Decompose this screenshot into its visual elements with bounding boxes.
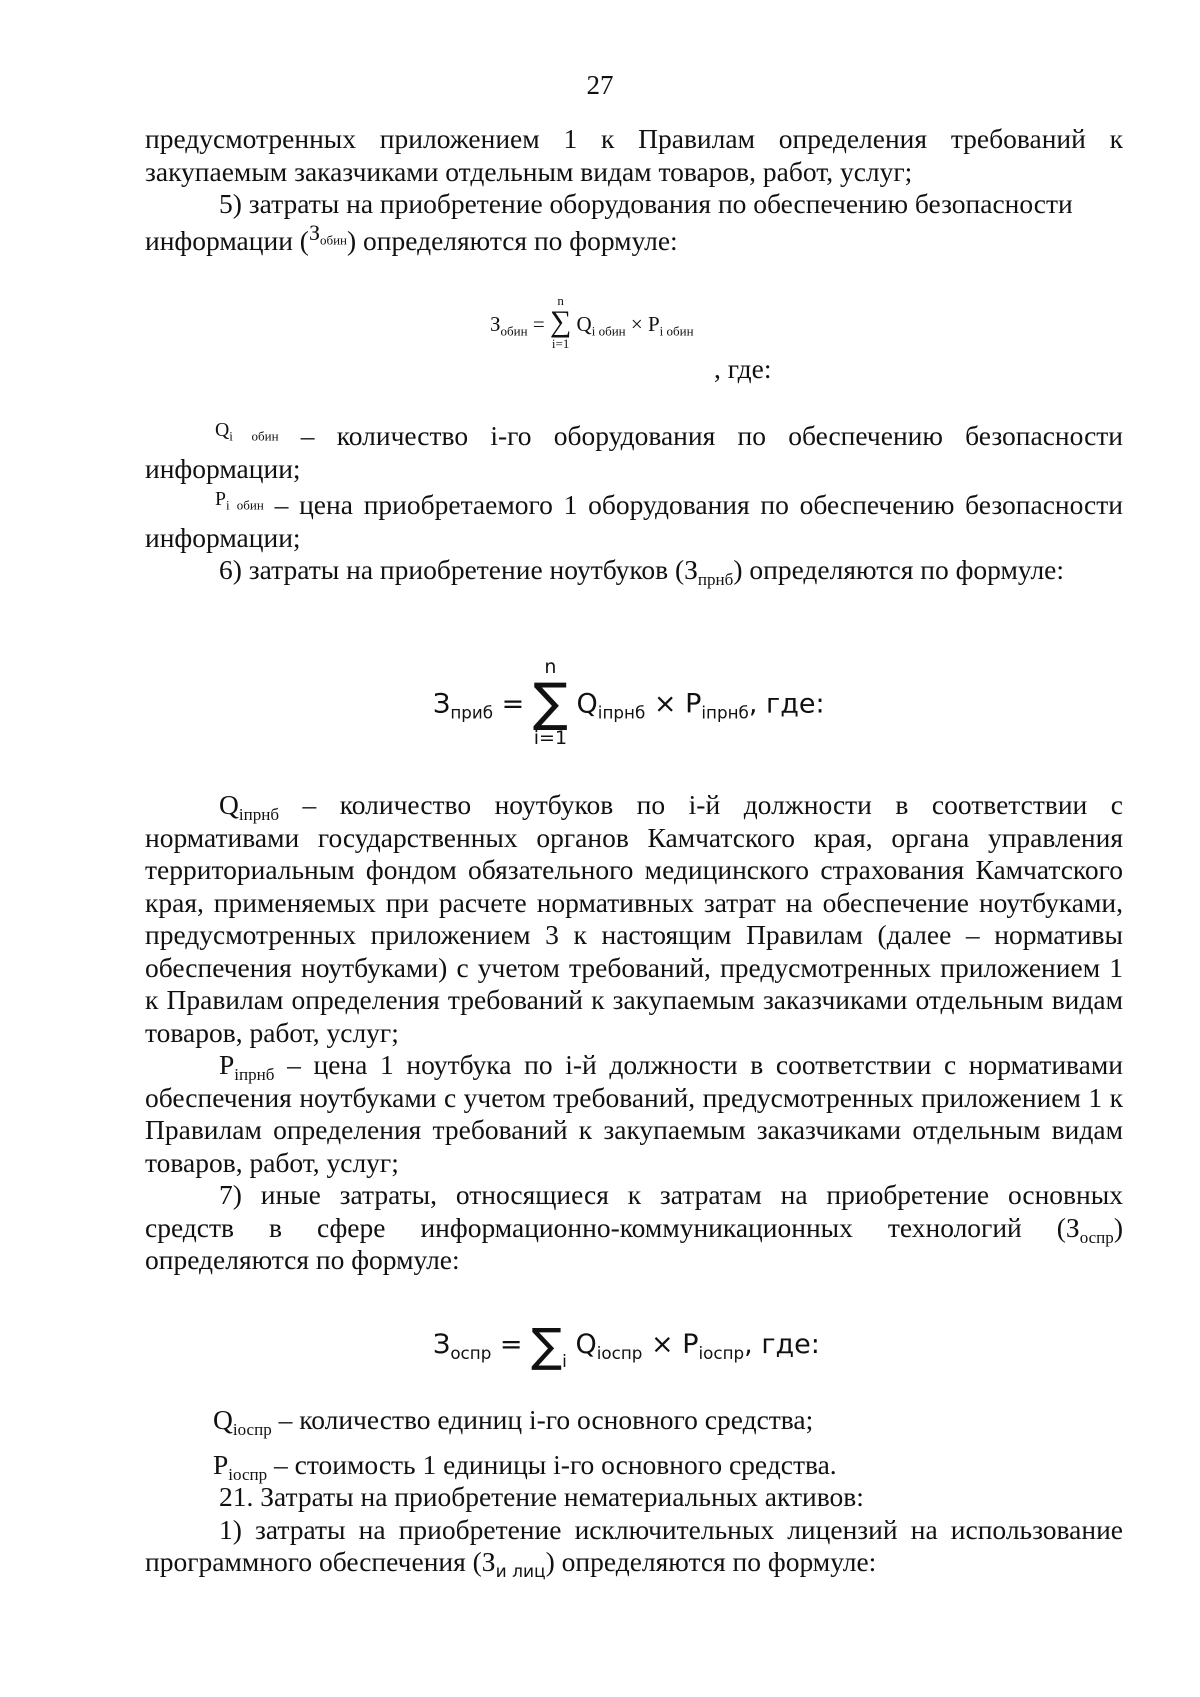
paragraph-item-5-line1: 5) затраты на приобретение оборудования по обеспечению безопасности	[219, 188, 1073, 219]
paragraph-21-item-1: 1) затраты на приобретение исключительных лицензий на использование программного обеспечения $(З_{и лиц})$ определяются по формуле:	[145, 1513, 1123, 1582]
paragraph-item-5-line2: информации ($^{З_{обин}}$) определяются по формуле:	[145, 219, 678, 256]
text-block-4	[145, 1404, 1123, 1582]
definition-q-obin: $^{Q_{i обин}}$ – количество i-го оборудования по обеспечению безопасности информации;	[145, 419, 1124, 484]
summation-sign: n ∑ i=1	[549, 293, 572, 351]
paragraph-continuation: предусмотренных приложением 1 к Правилам определения требований к закупаемым заказчиками отдельным видам товаров, работ, услуг;	[145, 123, 1123, 187]
page-number: 27	[586, 70, 614, 100]
text-block-3	[145, 789, 1123, 1277]
formula-2: $З_{приб}$ = n ∑ i=1 $Q_{iпрнб} \times P_{iпрнб}$, где:	[433, 656, 825, 749]
text-block-2	[145, 420, 1123, 587]
paragraph-item-7: 7) иные затраты, относящиеся к затратам на приобретение основных средств в сфере информационно-коммуникационных технологий $(З_{оспр})$ определяются по формуле:	[145, 1179, 1123, 1275]
definition-p-prnb: $P_{iпрнб}$ – цена 1 ноутбука по i-й должности в соответствии с нормативами обеспечения ноутбуками с учетом требований, предусмотренных приложением 1 к Правилам определения требований к закупаемым заказчиками отдельным видам товаров, работ, услуг;	[145, 1049, 1123, 1178]
summation-sign: n ∑ i=1	[532, 656, 568, 749]
summation-sign: ∑	[531, 1318, 563, 1372]
definition-p-obin: $^{P_{i обин}}$ – цена приобретаемого 1 оборудования по обеспечению безопасности информации;	[145, 488, 1123, 553]
definition-q-prnb: $Q_{iпрнб}$ – количество ноутбуков по i-й должности в соответствии с нормативами государственных органов Камчатского края, органа управления территориальным фондом обязательного медицинского страхования Камчатского края, применяемых при расчете нормативных затрат на обеспечение ноутбуками, предусмотренных приложением 3 к настоящим Правилам (далее – нормативы обеспечения ноутбуками) с учетом требований, предусмотренных приложением 1 к Правилам определения требований к закупаемым заказчиками отдельным видам товаров, работ, услуг;	[145, 789, 1123, 1048]
text-block-1	[145, 123, 1123, 257]
formula-1: $З_{обин}$ = n ∑ i=1 $Q_{i обин} \times P_{i обин}$	[490, 293, 694, 351]
paragraph-item-6: 6) затраты на приобретение ноутбуков $(З_{прнб})$ определяются по формуле:	[219, 554, 1065, 589]
formula-1-where: , где:	[714, 353, 772, 384]
inline-symbol: Зобин	[308, 219, 348, 248]
definition-p-ospr: $P_{iоспр}$ – стоимость 1 единицы i-го основного средства.	[213, 1448, 837, 1484]
formula-3: $З_{оспр} = \sum_i$ $Q_{iоспр} \times P_{iоспр}$, где:	[433, 1318, 820, 1372]
paragraph-21: 21. Затраты на приобретение нематериальных активов:	[219, 1481, 864, 1512]
definition-q-ospr: $Q_{iоспр}$ – количество единиц i-го основного средства;	[213, 1404, 814, 1439]
